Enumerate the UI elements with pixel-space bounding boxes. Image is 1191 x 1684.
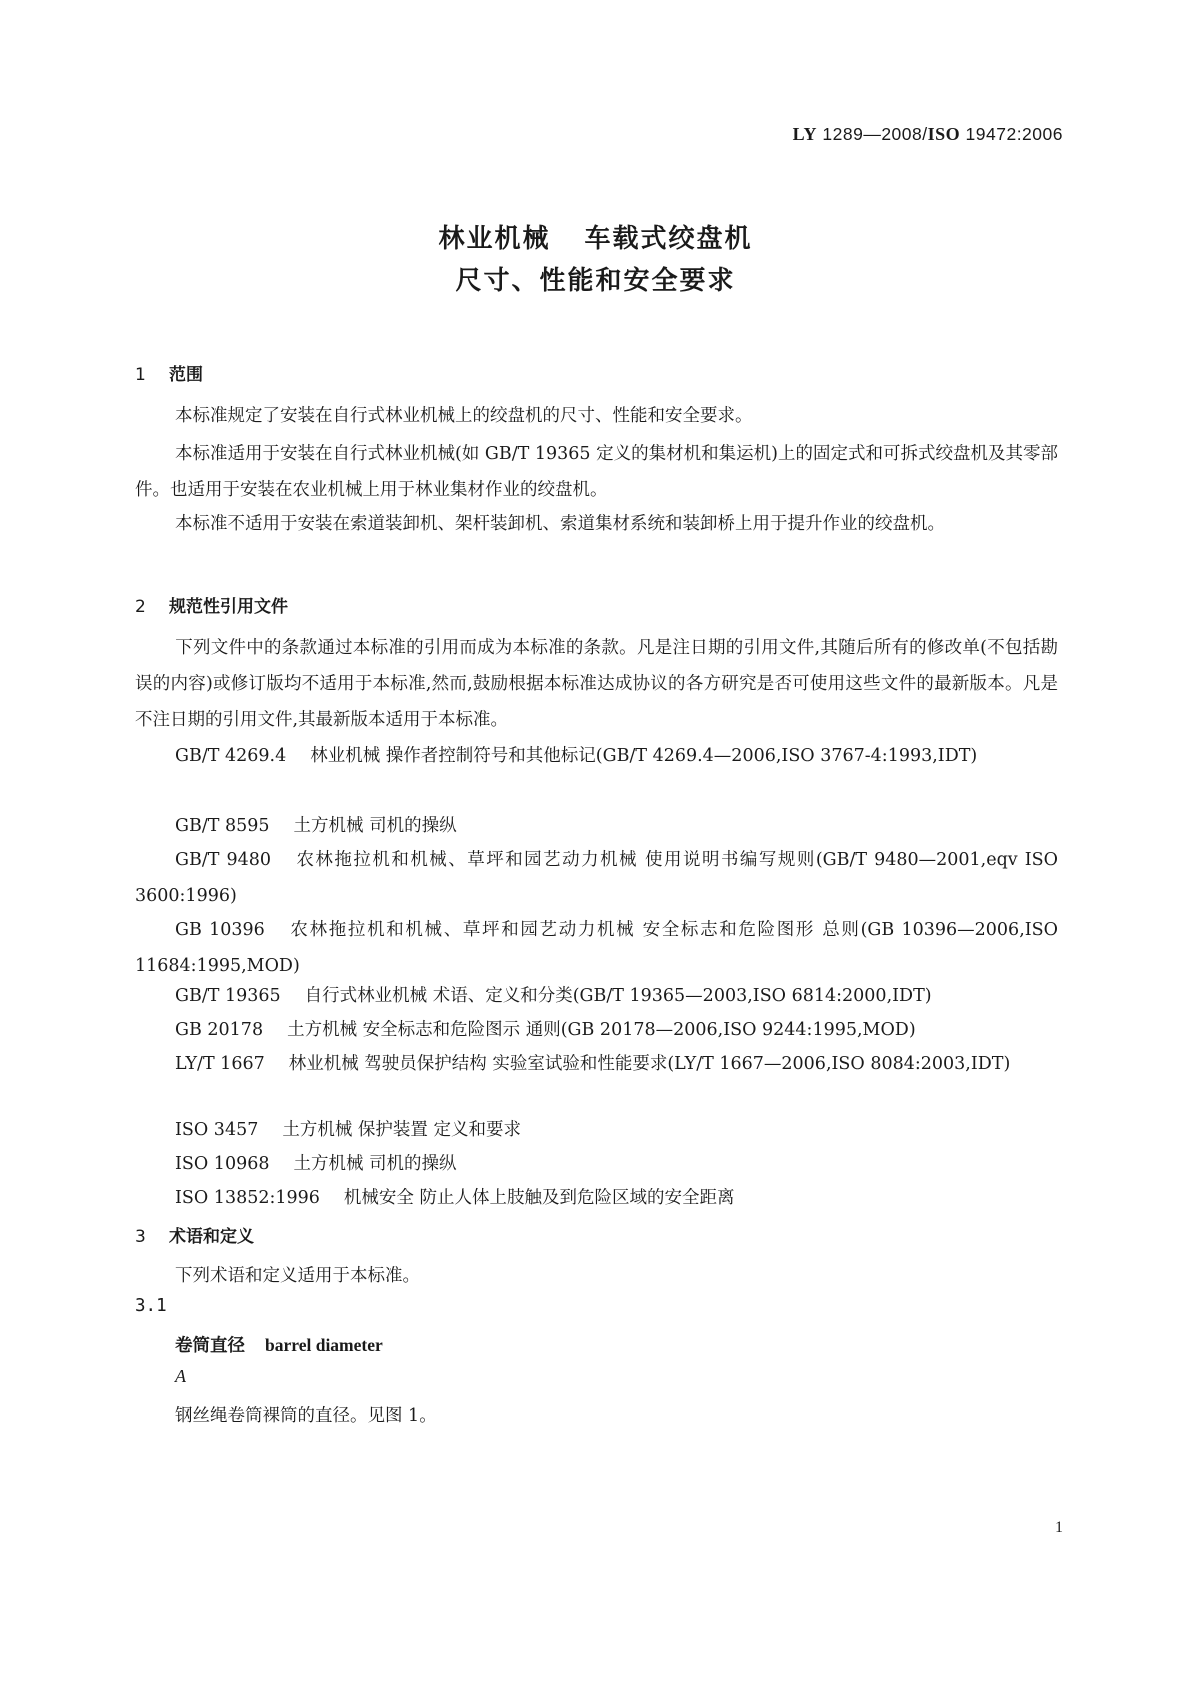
reference-code: ISO 10968 bbox=[175, 1154, 270, 1174]
paragraph-text: 下列文件中的条款通过本标准的引用而成为本标准的条款。凡是注日期的引用文件,其随后所有的修改单(不包括勘误的内容)或修订版均不适用于本标准,然而,鼓励根据本标准达成协议的各方研究是否可使用这些文件的最新版本。凡是不注日期的引用文件,其最新版本适用于本标准。 bbox=[135, 638, 1058, 730]
reference-item bbox=[135, 1112, 1058, 1148]
section-2-heading bbox=[135, 592, 288, 617]
subclause-number: 3.1 bbox=[135, 1296, 167, 1316]
reference-title: 农林拖拉机和机械、草坪和园艺动力机械 使用说明书编写规则(GB/T 9480—2001,eqv ISO 3600:1996) bbox=[135, 850, 1058, 906]
paragraph bbox=[135, 398, 1058, 434]
paragraph-text: 本标准适用于安装在自行式林业机械(如 GB/T 19365 定义的集材机和集运机)上的固定式和可拆式绞盘机及其零部件。也适用于安装在农业机械上用于林业集材作业的绞盘机。 bbox=[135, 444, 1058, 500]
reference-code: LY/T 1667 bbox=[175, 1054, 265, 1074]
term-en: barrel diameter bbox=[265, 1335, 383, 1355]
standard-code bbox=[793, 124, 1063, 145]
title-part-b: 车载式绞盘机 bbox=[584, 224, 753, 254]
reference-title: 林业机械 驾驶员保护结构 实验室试验和性能要求(LY/T 1667—2006,ISO 8084:2003,IDT) bbox=[288, 1054, 1011, 1074]
section-title: 规范性引用文件 bbox=[169, 597, 288, 617]
paragraph bbox=[135, 506, 1058, 542]
reference-item bbox=[135, 1012, 1058, 1048]
paragraph bbox=[135, 436, 1058, 508]
section-number: 3 bbox=[135, 1227, 146, 1247]
reference-item bbox=[135, 978, 1058, 1014]
section-title: 术语和定义 bbox=[169, 1227, 254, 1247]
title-part-a: 林业机械 bbox=[438, 224, 551, 254]
reference-item bbox=[135, 808, 1058, 844]
std-code-iso: ISO bbox=[927, 124, 961, 144]
reference-title: 农林拖拉机和机械、草坪和园艺动力机械 安全标志和危险图形 总则(GB 10396—2006,ISO 11684:1995,MOD) bbox=[135, 920, 1059, 976]
term-zh: 卷筒直径 bbox=[175, 1336, 245, 1356]
std-code-mid: 1289—2008/ bbox=[822, 124, 928, 144]
reference-title: 土方机械 司机的操纵 bbox=[293, 816, 457, 836]
reference-title: 机械安全 防止人体上肢触及到危险区域的安全距离 bbox=[343, 1188, 735, 1208]
page-number: 1 bbox=[1055, 1519, 1063, 1536]
reference-title: 土方机械 安全标志和危险图示 通则(GB 20178—2006,ISO 9244:1995,MOD) bbox=[287, 1020, 916, 1040]
paragraph-text: 下列术语和定义适用于本标准。 bbox=[175, 1266, 420, 1286]
section-1-heading bbox=[135, 360, 203, 385]
reference-code: ISO 3457 bbox=[175, 1120, 259, 1140]
paragraph-text: 本标准规定了安装在自行式林业机械上的绞盘机的尺寸、性能和安全要求。 bbox=[175, 406, 753, 426]
reference-code: GB/T 9480 bbox=[175, 850, 271, 870]
paragraph-text: 本标准不适用于安装在索道装卸机、架杆装卸机、索道集材系统和装卸桥上用于提升作业的绞盘机。 bbox=[175, 514, 945, 534]
reference-code: GB/T 8595 bbox=[175, 816, 270, 836]
reference-title: 自行式林业机械 术语、定义和分类(GB/T 19365—2003,ISO 6814:2000,IDT) bbox=[304, 986, 932, 1006]
reference-code: ISO 13852:1996 bbox=[175, 1188, 320, 1208]
section-3-heading bbox=[135, 1222, 254, 1247]
std-code-suffix: 19472:2006 bbox=[965, 124, 1063, 144]
section-number: 2 bbox=[135, 597, 146, 617]
reference-title: 土方机械 司机的操纵 bbox=[293, 1154, 457, 1174]
section-title: 范围 bbox=[169, 365, 203, 385]
reference-code: GB 20178 bbox=[175, 1020, 264, 1040]
reference-title: 林业机械 操作者控制符号和其他标记(GB/T 4269.4—2006,ISO 3767-4:1993,IDT) bbox=[310, 746, 978, 766]
reference-code: GB/T 19365 bbox=[175, 986, 281, 1006]
reference-item bbox=[135, 1180, 1058, 1216]
paragraph bbox=[135, 630, 1058, 738]
reference-item bbox=[135, 1046, 1058, 1082]
reference-item bbox=[135, 842, 1058, 914]
section-number: 1 bbox=[135, 365, 146, 385]
paragraph bbox=[135, 1258, 1058, 1294]
term-symbol: A bbox=[175, 1366, 186, 1386]
reference-code: GB 10396 bbox=[175, 920, 265, 940]
reference-item bbox=[135, 738, 1058, 774]
reference-code: GB/T 4269.4 bbox=[175, 746, 287, 766]
std-code-prefix: LY bbox=[792, 124, 818, 144]
title-line-1 bbox=[0, 218, 1191, 255]
title-line-2: 尺寸、性能和安全要求 bbox=[455, 266, 736, 296]
reference-item bbox=[135, 1146, 1058, 1182]
term-entry bbox=[175, 1332, 383, 1357]
reference-title: 土方机械 保护装置 定义和要求 bbox=[282, 1120, 521, 1140]
term-definition: 钢丝绳卷筒裸筒的直径。见图 1。 bbox=[175, 1406, 437, 1426]
reference-item bbox=[135, 912, 1058, 984]
